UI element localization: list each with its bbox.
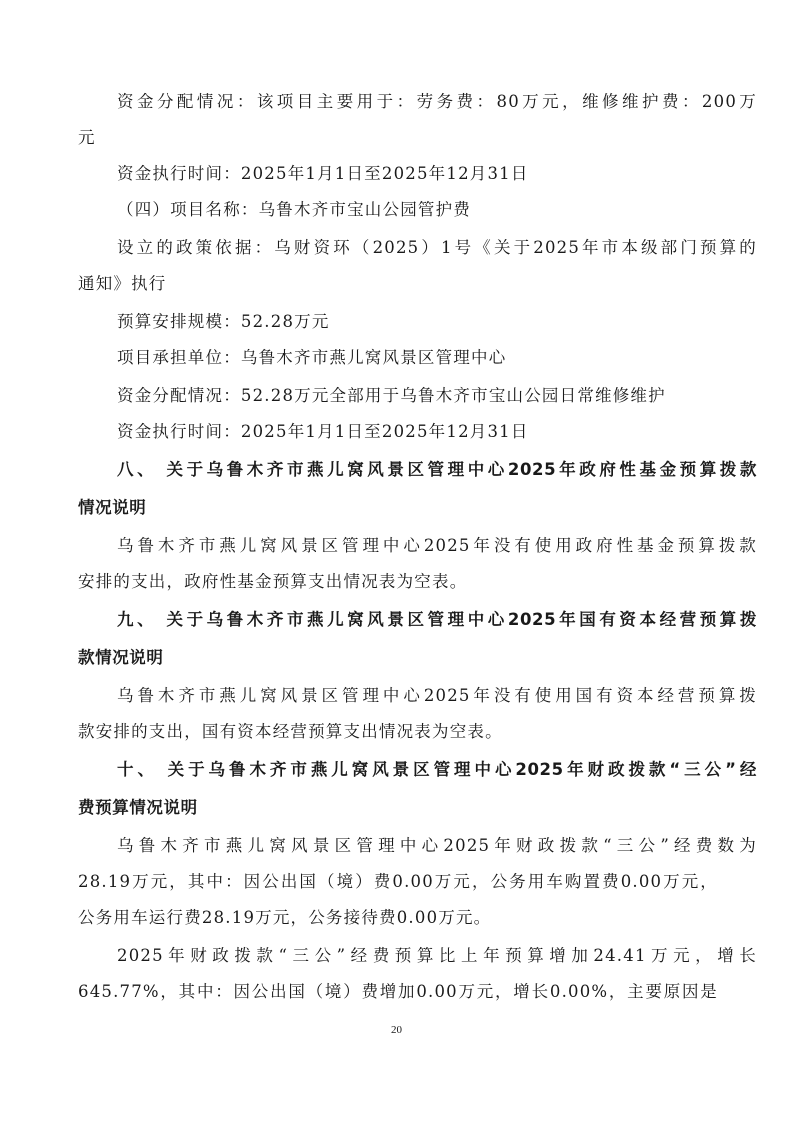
text-line: 2025年财政拨款“三公”经费预算比上年预算增加24.41万元，增长 <box>117 946 757 965</box>
section-heading: 九、 关于乌鲁木齐市燕儿窝风景区管理中心2025年国有资本经营预算拨 <box>117 610 757 629</box>
section-heading: 八、 关于乌鲁木齐市燕儿窝风景区管理中心2025年政府性基金预算拨款 <box>117 460 757 479</box>
text-line: 款安排的支出，国有资本经营预算支出情况表为空表。 <box>78 722 503 741</box>
text-line: 资金执行时间：2025年1月1日至2025年12月31日 <box>117 164 529 183</box>
text-line: 设立的政策依据：乌财资环（2025）1号《关于2025年市本级部门预算的 <box>117 238 757 257</box>
text-line: 645.77%，其中：因公出国（境）费增加0.00万元，增长0.00%，主要原因是 <box>78 982 718 1001</box>
text-line: 28.19万元，其中：因公出国（境）费0.00万元，公务用车购置费0.00万元， <box>78 872 718 891</box>
section-heading: 十、 关于乌鲁木齐市燕儿窝风景区管理中心2025年财政拨款“三公”经 <box>117 760 757 779</box>
section-heading: （四）项目名称：乌鲁木齐市宝山公园管护费 <box>117 200 471 219</box>
section-heading: 费预算情况说明 <box>78 798 198 817</box>
text-line: 乌鲁木齐市燕儿窝风景区管理中心2025年财政拨款“三公”经费数为 <box>117 836 757 855</box>
section-heading: 款情况说明 <box>78 648 164 667</box>
text-line: 公务用车运行费28.19万元，公务接待费0.00万元。 <box>78 908 492 927</box>
text-line: 资金分配情况：52.28万元全部用于乌鲁木齐市宝山公园日常维修维护 <box>117 386 666 405</box>
text-line: 资金执行时间：2025年1月1日至2025年12月31日 <box>117 422 529 441</box>
text-line: 预算安排规模：52.28万元 <box>117 312 330 331</box>
text-line: 资金分配情况：该项目主要用于：劳务费：80万元，维修维护费：200万 <box>117 92 757 111</box>
page-number: 20 <box>391 1024 402 1036</box>
text-line: 项目承担单位：乌鲁木齐市燕儿窝风景区管理中心 <box>117 348 507 367</box>
text-line: 安排的支出，政府性基金预算支出情况表为空表。 <box>78 572 468 591</box>
section-heading: 情况说明 <box>78 498 147 517</box>
text-line: 元 <box>78 128 96 147</box>
text-line: 通知》执行 <box>78 274 167 293</box>
text-line: 乌鲁木齐市燕儿窝风景区管理中心2025年没有使用国有资本经营预算拨 <box>117 686 757 705</box>
text-line: 乌鲁木齐市燕儿窝风景区管理中心2025年没有使用政府性基金预算拨款 <box>117 536 757 555</box>
